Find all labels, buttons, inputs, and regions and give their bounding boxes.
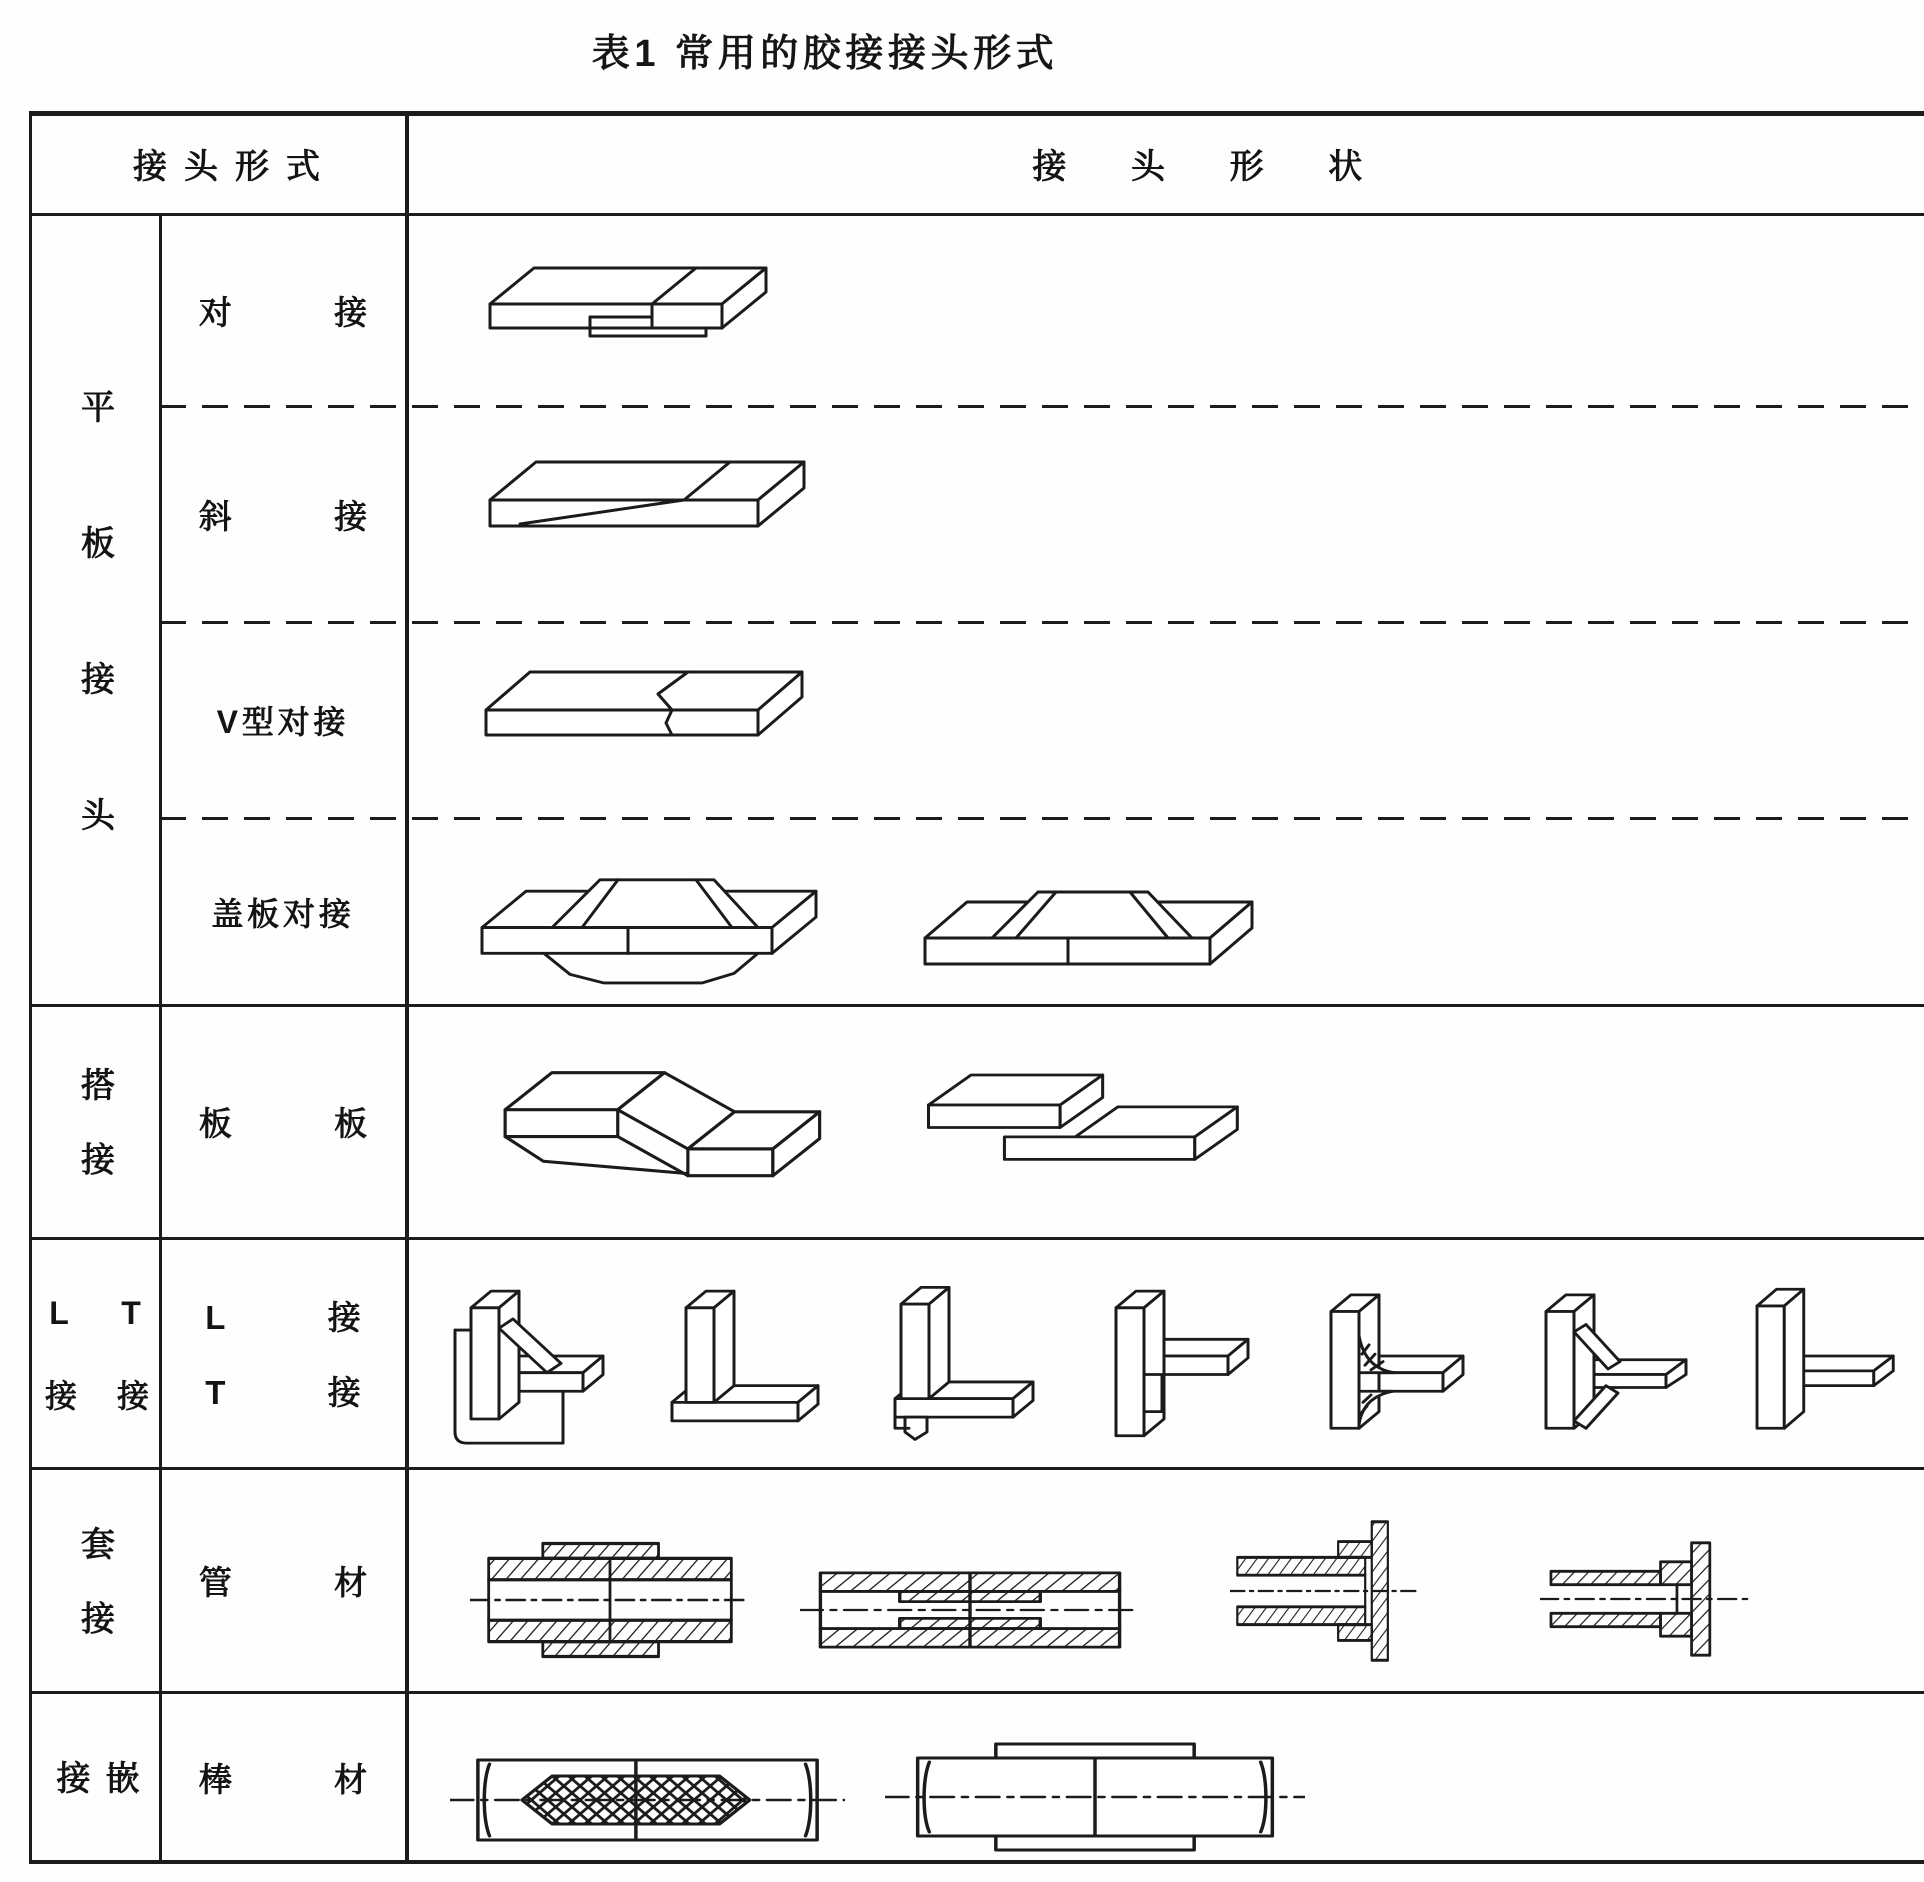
row-label-strap-butt: 盖板对接 <box>211 895 355 932</box>
header-joint-shape: 接头形状 <box>1032 147 1427 186</box>
plate-butt-joint-diagram <box>460 248 790 348</box>
row-label-scarf: 斜接 <box>198 497 470 535</box>
outer-sleeve-tube-joint-diagram <box>470 1520 750 1680</box>
category-l-t-joint: L接 T接 <box>41 1295 149 1459</box>
inner-sleeve-tube-joint-diagram <box>800 1545 1140 1675</box>
row-separator-dashed-3 <box>160 817 1924 820</box>
corner-joint-with-rib-diagram <box>1080 1280 1265 1470</box>
plate-scarf-joint-diagram <box>462 438 832 548</box>
tube-to-flange-stepped-joint-diagram <box>1540 1518 1750 1680</box>
category-lap-joint: 搭接 <box>75 1067 114 1217</box>
single-strap-butt-joint-diagram <box>900 850 1300 1000</box>
corner-joint-with-tongue-diagram <box>865 1280 1050 1470</box>
corner-joint-with-wrap-strap-diagram <box>435 1280 620 1470</box>
plain-corner-joint-diagram <box>650 1280 835 1470</box>
row-label-l-t: L接 T接 <box>205 1299 464 1411</box>
row-label-butt: 对接 <box>198 293 470 331</box>
row-label-rod: 棒材 <box>198 1760 470 1798</box>
row-label-tube: 管材 <box>198 1563 470 1601</box>
category-insert-joint: 嵌接 <box>51 1759 138 1835</box>
rod-sleeve-joint-diagram <box>885 1722 1305 1872</box>
tee-joint-with-fillets-diagram <box>1295 1280 1480 1470</box>
row-separator-dashed-2 <box>160 621 1924 624</box>
row-label-v-butt: V型对接 <box>216 704 350 740</box>
rod-insert-joint-diagram <box>450 1730 845 1870</box>
tube-to-flange-socket-joint-diagram <box>1230 1502 1420 1680</box>
header-joint-form: 接头形式 <box>133 147 337 186</box>
row-label-plate-plate: 板板 <box>198 1105 470 1142</box>
double-strap-butt-joint-diagram <box>452 832 877 1004</box>
plain-lap-joint-diagram <box>888 1060 1293 1210</box>
category-flat-plate-joint: 平板接头 <box>75 388 114 933</box>
plain-tee-joint-diagram <box>1722 1280 1902 1470</box>
table-title: 表1 常用的胶接接头形式 <box>591 33 1059 75</box>
plate-v-butt-joint-diagram <box>458 650 833 755</box>
tee-joint-with-braces-diagram <box>1510 1280 1695 1470</box>
row-separator-dashed-1 <box>160 405 1924 408</box>
tapered-lap-joint-diagram <box>452 1050 877 1220</box>
category-sleeve-joint: 套接 <box>75 1525 114 1676</box>
